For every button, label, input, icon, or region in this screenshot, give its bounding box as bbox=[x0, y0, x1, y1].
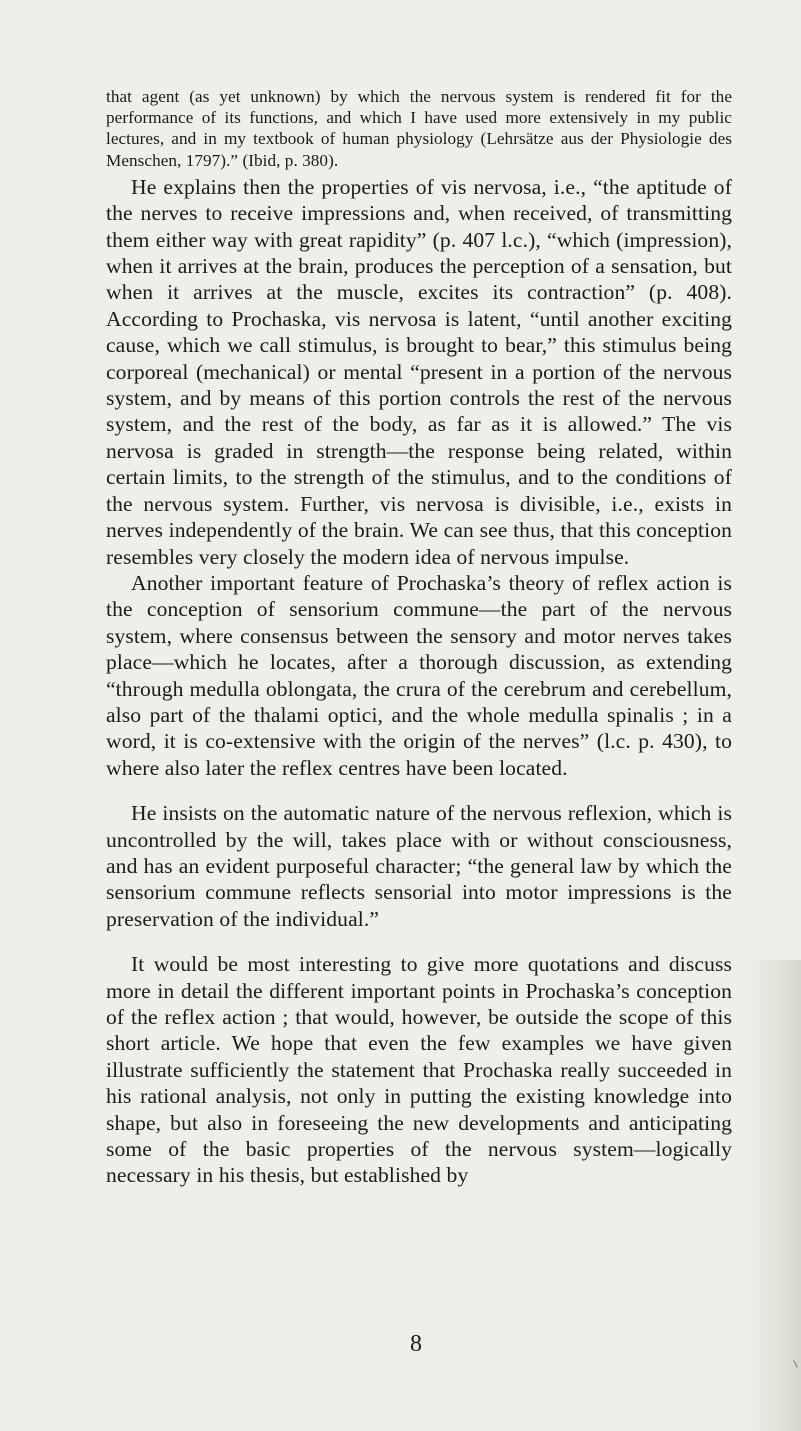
paragraph-5: It would be most interesting to give more quotations and discuss more in detail the different important points in Prochaska’s conception of the reflex action ; that would, however, be outside the scope of this short article. We hope that even the few examples we have given illustrate sufficiently the statement that Prochaska really succeeded in his rational analysis, not only in putting the existing knowledge into shape, but also in foreseeing the new developments and anticipating some of the basic properties of the nervous system—logically necessary in his thesis, but established by bbox=[106, 952, 732, 1188]
paragraph-2: He explains then the properties of vis nervosa, i.e., “the aptitude of the nerves to receive impressions and, when received, of transmitting them either way with great rapidity” (p. 407 l.c.), “which (impression), when it arrives at the brain, produces the perception of a sensation, but when it arrives at the muscle, excites its contraction” (p. 408). According to Prochaska, vis nervosa is latent, “until another exciting cause, which we call stimulus, is brought to bear,” this stimulus being corporeal (mechanical) or mental “present in a portion of the nervous system, and by means of this portion controls the rest of the nervous system, and the rest of the body, as far as it is allowed.” The vis nervosa is graded in strength—the response being related, within certain limits, to the strength of the stimulus, and to the conditions of the nervous system. Further, vis nervosa is divisible, i.e., exists in nerves independently of the brain. We can see thus, that this conception resembles very closely the modern idea of nervous impulse. bbox=[106, 174, 732, 569]
page-number: 8 bbox=[410, 1331, 422, 1357]
document-page bbox=[106, 86, 732, 1357]
paragraph-3: Another important feature of Prochaska’s theory of reflex action is the conception of sensorium commune—the part of the nervous system, where consensus between the sensory and motor nerves takes place—which he locates, after a thorough discussion, as extending “through medulla oblongata, the crura of the cerebrum and cerebellum, also part of the thalami optici, and the whole medulla spinalis ; in a word, it is co-extensive with the origin of the nerves” (l.c. p. 430), to where also later the reflex centres have been located. bbox=[106, 570, 732, 780]
paragraph-4: He insists on the automatic nature of the nervous reflexion, which is uncontrolled by the will, takes place with or without consciousness, and has an evident purposeful character; “the general law by which the sensorium commune reflects sensorial into motor impressions is the preservation of the individual.” bbox=[106, 801, 732, 931]
paragraph-1: that agent (as yet unknown) by which the nervous system is rendered fit for the performance of its functions, and which I have used more extensively in my public lectures, and in my textbook of human physiology (Lehrsätze aus der Physiologie des Menschen, 1797).” (Ibid, p. 380). bbox=[106, 87, 732, 170]
